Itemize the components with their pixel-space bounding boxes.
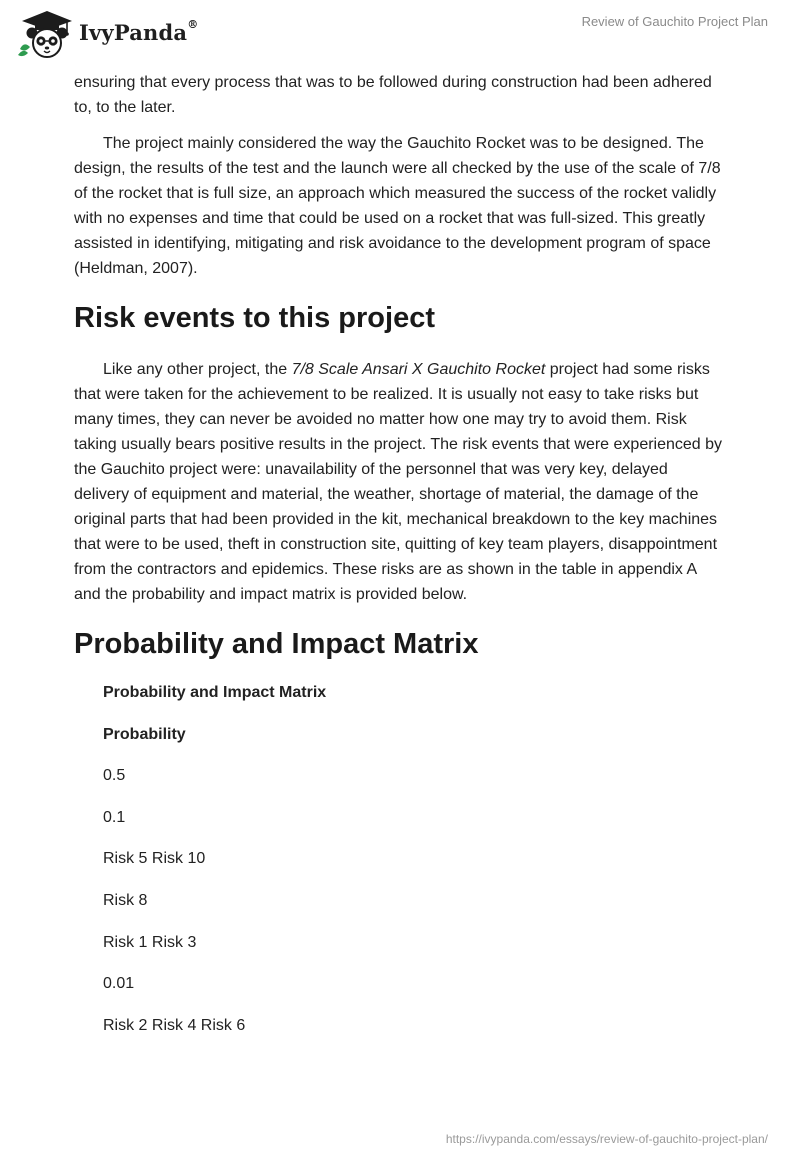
paragraph-risk-events [74, 357, 726, 607]
matrix-row: 0.1 [103, 808, 126, 826]
article-body [74, 70, 726, 1057]
project-name-italic: 7/8 Scale Ansari X Gauchito Rocket [291, 361, 546, 378]
page-header [0, 0, 800, 66]
matrix-probability-label: Probability [103, 725, 186, 743]
matrix-row: Risk 2 Risk 4 Risk 6 [103, 1016, 246, 1034]
heading-risk-events: Risk events to this project [74, 302, 435, 334]
matrix-title: Probability and Impact Matrix [103, 684, 327, 701]
registered-mark: ® [187, 18, 199, 31]
document-title: Review of Gauchito Project Plan [581, 14, 768, 29]
paragraph-risk-events-start: Like any other project, the [103, 361, 292, 378]
matrix-row: Risk 8 [103, 891, 148, 909]
matrix-row: 0.5 [103, 767, 126, 785]
matrix-row: Risk 5 Risk 10 [103, 850, 206, 868]
matrix-row: 0.01 [103, 975, 135, 993]
paragraph-continuation: ensuring that every process that was to be followed during construction had been adhered to, to the later. [74, 74, 712, 116]
brand-name[interactable] [79, 20, 198, 45]
paragraph-project-design: The project mainly considered the way the Gauchito Rocket was to be designed. The design, the results of the test and the launch were all checked by the use of the scale of 7/8 of the rocket that is full size, an approach which measured the success of the rocket validly with no expenses and time that could be used on a rocket that was full-sized. This greatly assisted in identifying, mitigating and risk avoidance to the development program of space (Heldman, 2007). [74, 135, 721, 277]
matrix-row: Risk 1 Risk 3 [103, 933, 197, 951]
source-url[interactable]: https://ivypanda.com/essays/review-of-gauchito-project-plan/ [445, 1132, 768, 1146]
heading-probability-impact-matrix: Probability and Impact Matrix [74, 628, 479, 660]
paragraph-risk-events-end: project had some risks that were taken for the achievement to be realized. It is usually not easy to take risks but many times, they can never be avoided no matter how one may try to avoid them. Risk taking usually bears positive results in the project. The risk events that were experienced by the Gauchito project were: unavailability of the personnel that was very key, delayed delivery of equipment and material, the weather, shortage of material, the damage of the original parts that had been provided in the kit, mechanical breakdown to the key machines that were to be used, theft in construction site, quitting of key team players, disappointment from the contractors and epidemics. These risks are as shown in the table in appendix A and the probability and impact matrix is provided below. [74, 361, 723, 603]
panda-logo-icon[interactable] [14, 9, 76, 59]
brand-name-text: IvyPanda [79, 20, 188, 45]
probability-impact-matrix [103, 683, 726, 1036]
